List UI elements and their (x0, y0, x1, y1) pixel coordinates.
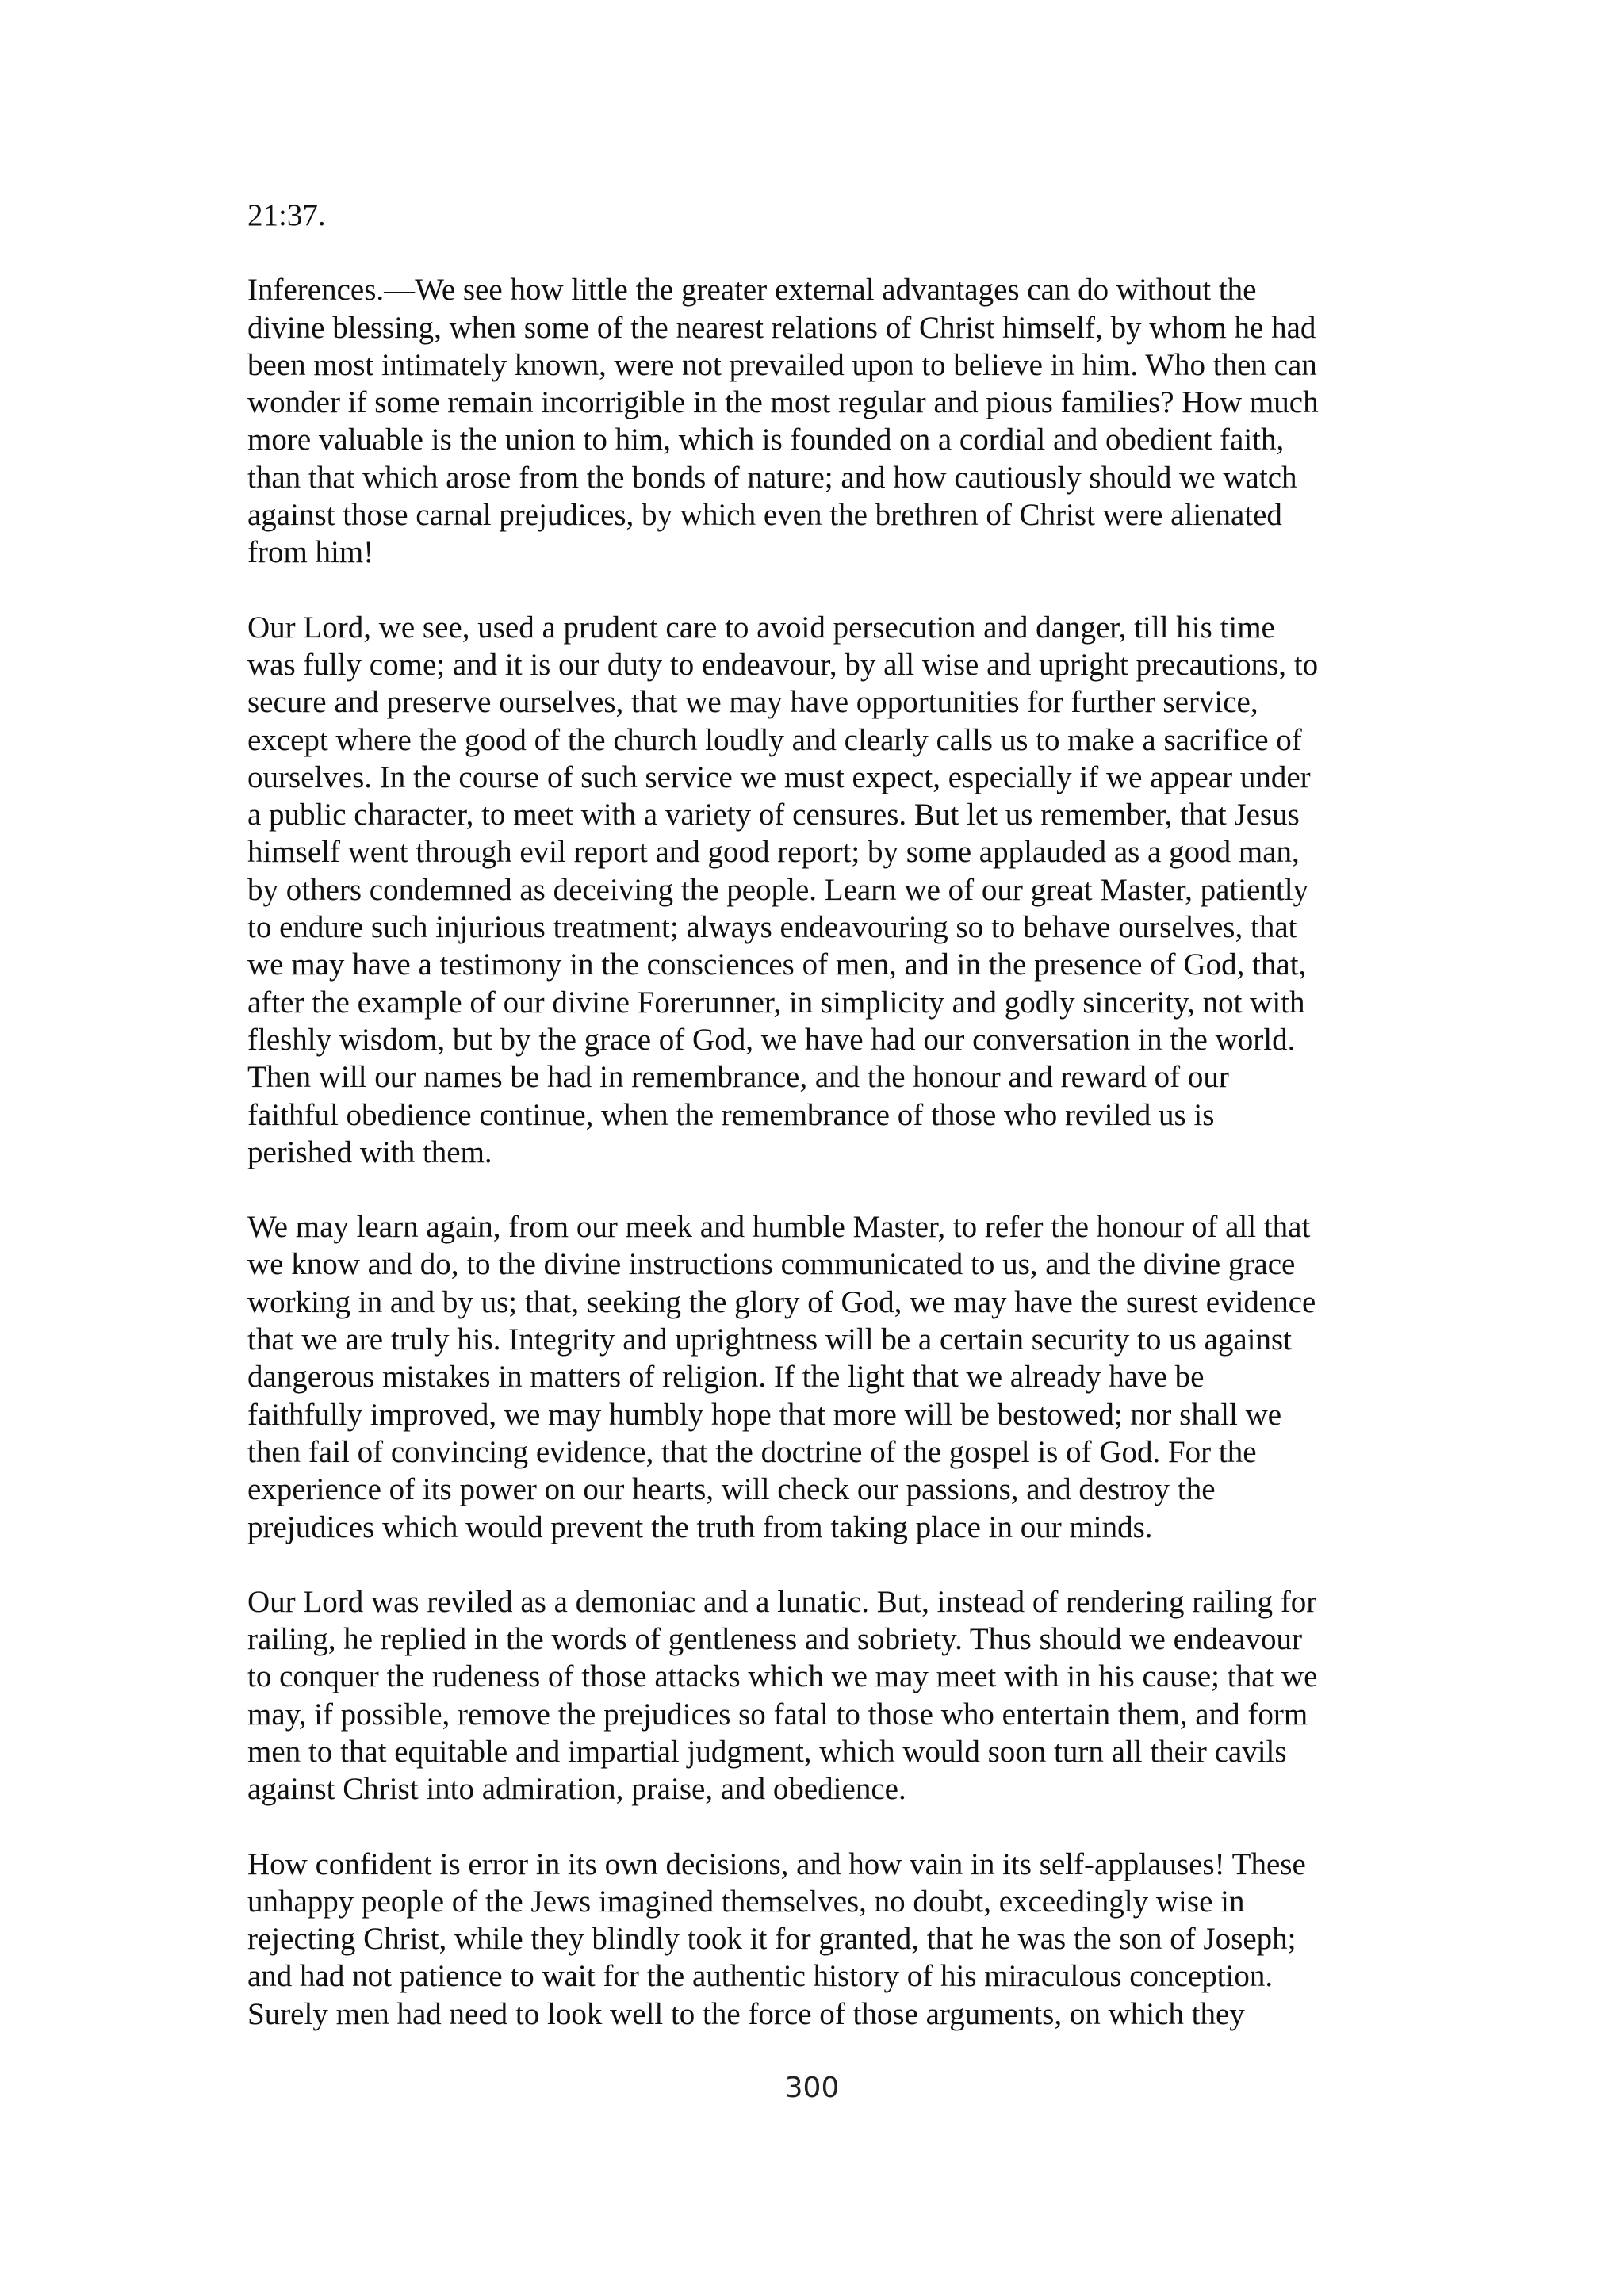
text-line: been most intimately known, were not prevailed upon to believe in him. Who then can (247, 347, 1317, 382)
text-line: against those carnal prejudices, by which even the brethren of Christ were alienated (247, 498, 1282, 533)
text-line: experience of its power on our hearts, will check our passions, and destroy the (247, 1472, 1216, 1507)
text-line: to conquer the rudeness of those attacks which we may meet with in his cause; that we (247, 1659, 1318, 1694)
text-line: and had not patience to wait for the authentic history of his miraculous conception. (247, 1959, 1274, 1994)
page-number: 300 (784, 2072, 840, 2104)
paragraph (247, 1583, 1389, 1808)
text-line: we know and do, to the divine instructions communicated to us, and the divine grace (247, 1247, 1296, 1282)
text-line: working in and by us; that, seeking the glory of God, we may have the surest evidence (247, 1284, 1316, 1319)
text-line: then fail of convincing evidence, that the doctrine of the gospel is of God. For the (247, 1434, 1257, 1469)
text-line: from him! (247, 535, 374, 570)
text-line: than that which arose from the bonds of nature; and how cautiously should we watch (247, 460, 1297, 495)
paragraph (247, 1846, 1389, 2033)
text-line: Then will our names be had in remembrance, and the honour and reward of our (247, 1060, 1229, 1095)
text-line: a public character, to meet with a variety of censures. But let us remember, that Jesus (247, 798, 1300, 832)
text-line: rejecting Christ, while they blindly took it for granted, that he was the son of Joseph; (247, 1922, 1297, 1957)
text-line: secure and preserve ourselves, that we may have opportunities for further service, (247, 685, 1258, 720)
paragraph (247, 271, 1389, 571)
text-line: faithful obedience continue, when the remembrance of those who reviled us is (247, 1097, 1215, 1132)
text-line: unhappy people of the Jews imagined themselves, no doubt, exceedingly wise in (247, 1884, 1245, 1919)
verse-reference: 21:37. (247, 198, 326, 232)
text-line: we may have a testimony in the consciences of men, and in the presence of God, that, (247, 947, 1307, 982)
text-line: ourselves. In the course of such service we must expect, especially if we appear under (247, 760, 1311, 794)
text-line: that we are truly his. Integrity and uprightness will be a certain security to us against (247, 1322, 1292, 1357)
text-line: fleshly wisdom, but by the grace of God, we have had our conversation in the world. (247, 1022, 1296, 1057)
body-text (247, 197, 1389, 2070)
paragraph (247, 609, 1389, 1171)
text-line: except where the good of the church loudly and clearly calls us to make a sacrifice of (247, 722, 1302, 757)
paragraph (247, 1208, 1389, 1546)
text-line: himself went through evil report and good report; by some applauded as a good man, (247, 835, 1300, 870)
text-line: faithfully improved, we may humbly hope that more will be bestowed; nor shall we (247, 1397, 1282, 1432)
text-line: against Christ into admiration, praise, and obedience. (247, 1772, 906, 1807)
text-line: Our Lord, we see, used a prudent care to avoid persecution and danger, till his time (247, 610, 1275, 645)
text-line: perished with them. (247, 1135, 492, 1169)
text-line: to endure such injurious treatment; always endeavouring so to behave ourselves, that (247, 910, 1297, 945)
text-line: men to that equitable and impartial judgment, which would soon turn all their cavils (247, 1734, 1287, 1769)
text-line: We may learn again, from our meek and humble Master, to refer the honour of all that (247, 1210, 1311, 1245)
text-line: wonder if some remain incorrigible in the most regular and pious families? How much (247, 385, 1319, 420)
text-line: may, if possible, remove the prejudices so fatal to those who entertain them, and form (247, 1697, 1308, 1732)
text-line: after the example of our divine Forerunner, in simplicity and godly sincerity, not with (247, 985, 1305, 1020)
text-line: more valuable is the union to him, which is founded on a cordial and obedient faith, (247, 423, 1285, 457)
text-line: prejudices which would prevent the truth from taking place in our minds. (247, 1510, 1153, 1544)
text-line: railing, he replied in the words of gentleness and sobriety. Thus should we endeavour (247, 1622, 1303, 1657)
paragraph-list (247, 271, 1389, 2033)
text-line: Surely men had need to look well to the force of those arguments, on which they (247, 1996, 1245, 2031)
text-line: How confident is error in its own decisions, and how vain in its self-applauses! These (247, 1846, 1306, 1881)
text-line: dangerous mistakes in matters of religion. If the light that we already have be (247, 1360, 1205, 1395)
text-line: Our Lord was reviled as a demoniac and a lunatic. But, instead of rendering railing for (247, 1584, 1317, 1619)
text-line: divine blessing, when some of the nearest relations of Christ himself, by whom he had (247, 310, 1316, 345)
text-line: by others condemned as deceiving the people. Learn we of our great Master, patiently (247, 872, 1309, 907)
text-line: Inferences.—We see how little the greater external advantages can do without the (247, 273, 1257, 308)
text-line: was fully come; and it is our duty to endeavour, by all wise and upright precautions, to (247, 647, 1319, 682)
